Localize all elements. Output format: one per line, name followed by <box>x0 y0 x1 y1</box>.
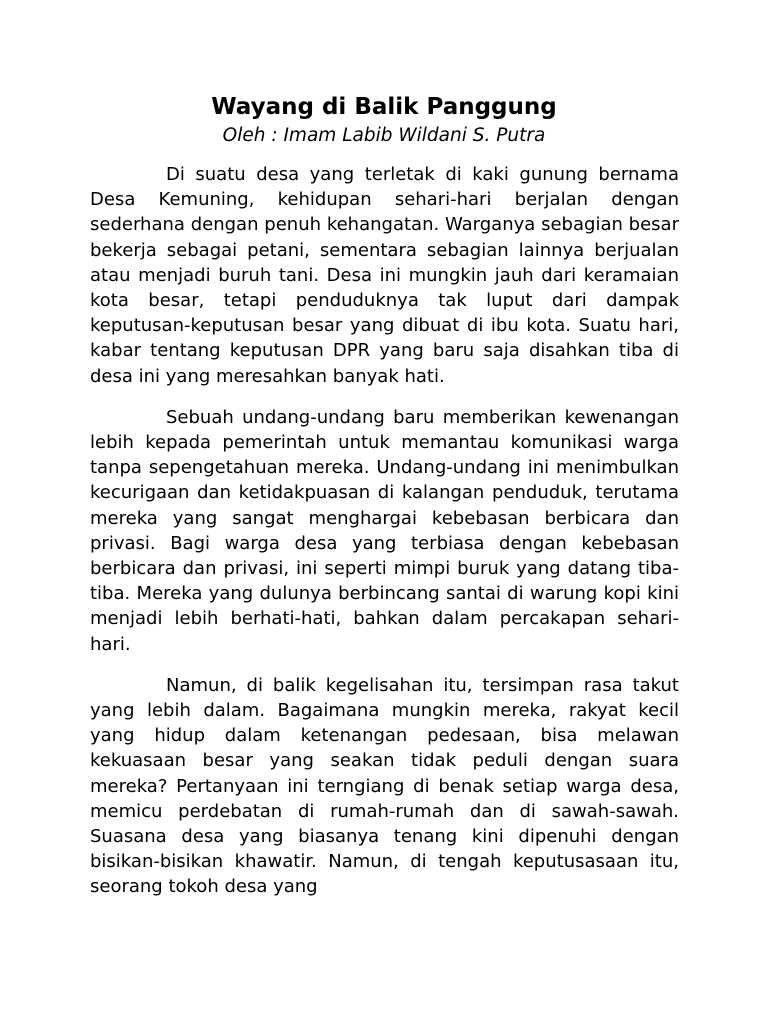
paragraph: Namun, di balik kegelisahan itu, tersimpan rasa takut yang lebih dalam. Bagaimana mungkin mereka, rakyat kecil yang hidup dalam ketenangan pedesaan, bisa melawan kekuasaan besar yang seakan tidak peduli dengan suara mereka? Pertanyaan ini terngiang di benak setiap warga desa, memicu perdebatan di rumah-rumah dan di sawah-sawah. Suasana desa yang biasanya tenang kini dipenuhi dengan bisikan-bisikan khawatir. Namun, di tengah keputusasaan itu, seorang tokoh desa yang <box>90 674 679 898</box>
paragraph: Di suatu desa yang terletak di kaki gunung bernama Desa Kemuning, kehidupan sehari-hari berjalan dengan sederhana dengan penuh kehangatan. Warganya sebagian besar bekerja sebagai petani, sementara sebagian lainnya berjualan atau menjadi buruh tani. Desa ini mungkin jauh dari keramaian kota besar, tetapi penduduknya tak luput dari dampak keputusan-keputusan besar yang dibuat di ibu kota. Suatu hari, kabar tentang keputusan DPR yang baru saja disahkan tiba di desa ini yang meresahkan banyak hati. <box>90 164 679 387</box>
paragraph: Sebuah undang-undang baru memberikan kewenangan lebih kepada pemerintah untuk memantau komunikasi warga tanpa sepengetahuan mereka. Undang-undang ini menimbulkan kecurigaan dan ketidakpuasan di kalangan penduduk, terutama mereka yang sangat menghargai kebebasan berbicara dan privasi. Bagi warga desa yang terbiasa dengan kebebasan berbicara dan privasi, ini seperti mimpi buruk yang datang tiba-tiba. Mereka yang dulunya berbincang santai di warung kopi kini menjadi lebih berhati-hati, bahkan dalam percakapan sehari-hari. <box>90 406 679 655</box>
document-body <box>90 162 679 916</box>
document-author: Oleh : Imam Labib Wildani S. Putra <box>222 125 546 146</box>
document-title: Wayang di Balik Panggung <box>211 94 557 120</box>
